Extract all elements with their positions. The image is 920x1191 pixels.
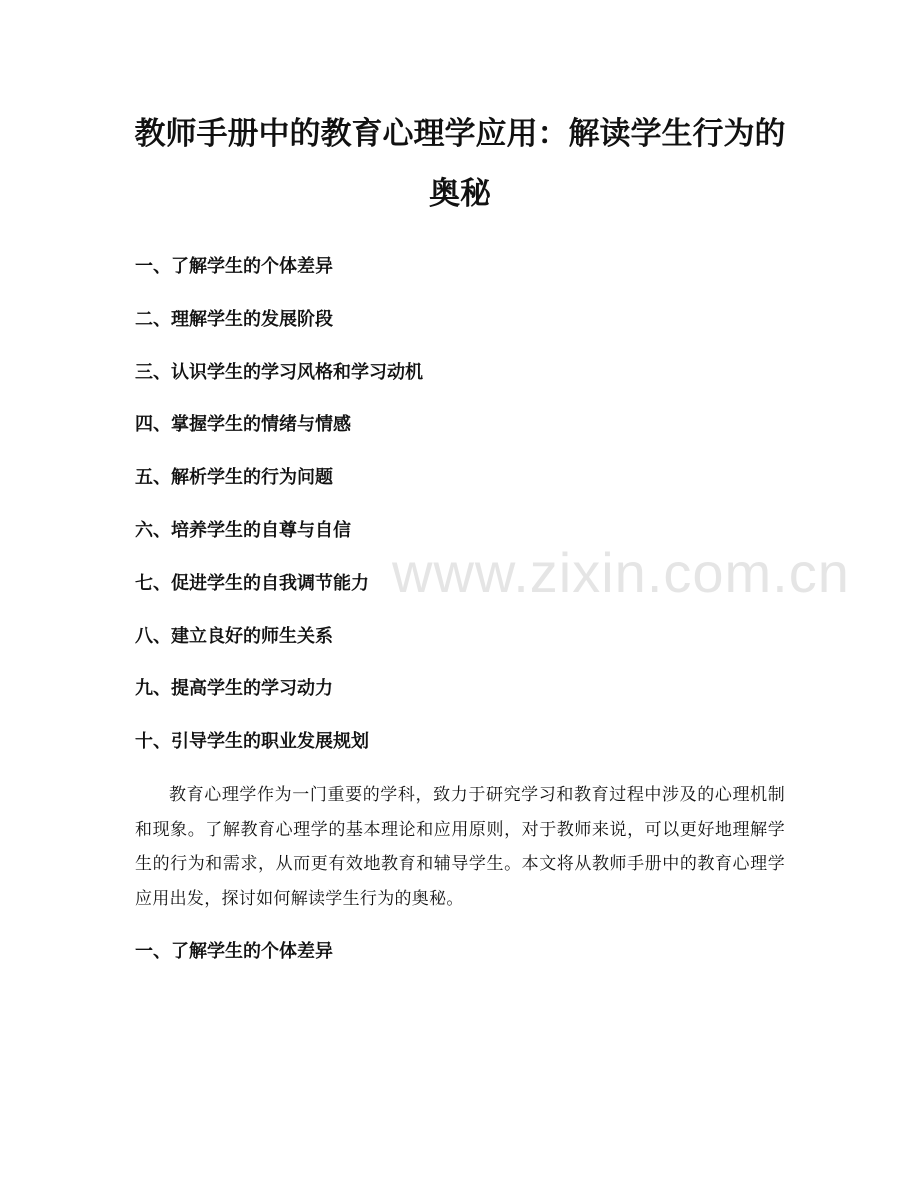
toc-item: 二、理解学生的发展阶段 [135, 308, 333, 330]
toc-item: 九、提高学生的学习动力 [135, 678, 333, 700]
page-title: 教师手册中的教育心理学应用：解读学生行为的奥秘 [134, 116, 786, 212]
watermark: www.zixin.com.cn [392, 541, 850, 604]
toc-item: 六、培养学生的自尊与自信 [135, 519, 351, 541]
toc-item: 一、了解学生的个体差异 [135, 256, 333, 277]
section-heading: 一、了解学生的个体差异 [135, 941, 333, 962]
toc-item: 五、解析学生的行为问题 [135, 467, 333, 489]
toc-item: 四、掌握学生的情绪与情感 [135, 414, 351, 436]
toc-item: 十、引导学生的职业发展规划 [135, 731, 369, 753]
intro-paragraph: 教育心理学作为一门重要的学科，致力于研究学习和教育过程中涉及的心理机制和现象。了解教育心理学的基本理论和应用原则，对于教师来说，可以更好地理解学生的行为和需求，从而更有效地教育和辅导学生。本文将从教师手册中的教育心理学应用出发，探讨如何解读学生行为的奥秘。 [135, 785, 785, 909]
table-of-contents [135, 250, 423, 778]
toc-item: 三、认识学生的学习风格和学习动机 [135, 361, 423, 383]
toc-item: 八、建立良好的师生关系 [135, 625, 333, 647]
toc-item: 七、促进学生的自我调节能力 [135, 572, 369, 594]
